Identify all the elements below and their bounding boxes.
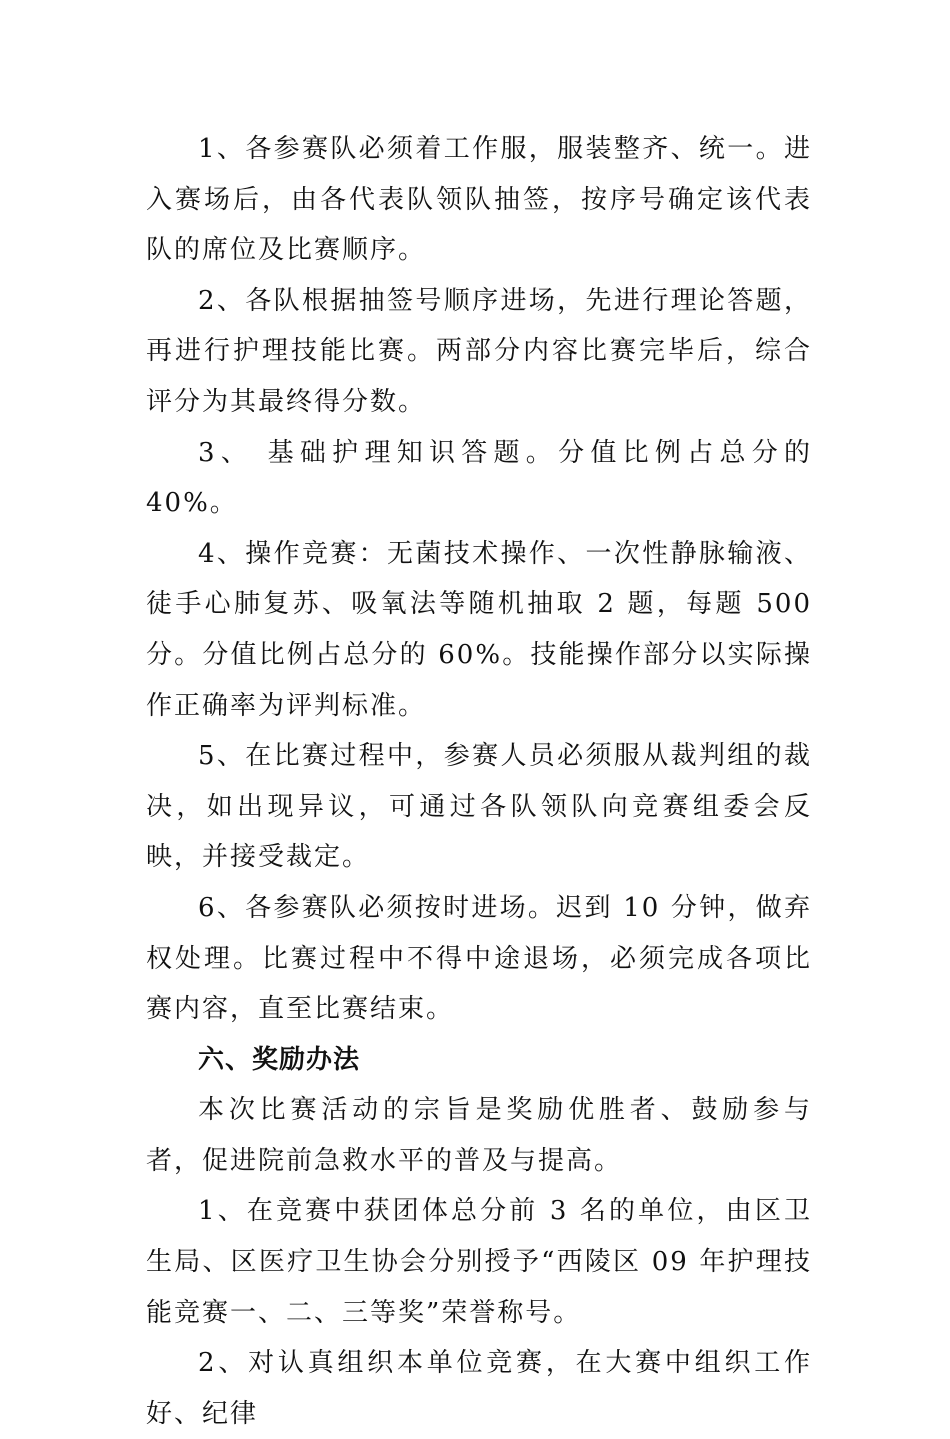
rule-paragraph-1: 1、各参赛队必须着工作服，服装整齐、统一。进入赛场后，由各代表队领队抽签，按序号确定该代表队的席位及比赛顺序。 xyxy=(146,134,812,266)
rule-paragraph-5: 5、在比赛过程中，参赛人员必须服从裁判组的裁决，如出现异议，可通过各队领队向竞赛组委会反映，并接受裁定。 xyxy=(146,741,812,873)
reward-paragraph-2: 2、对认真组织本单位竞赛，在大赛中组织工作好、纪律 xyxy=(146,1348,812,1429)
rule-paragraph-4: 4、操作竞赛：无菌技术操作、一次性静脉输液、 徒手心肺复苏、吸氧法等随机抽取 2 题，每题 500 分。分值比例占总分的 60%。技能操作部分以实际操作正确率为评判标准。 xyxy=(146,538,812,721)
section-heading-rewards: 六、奖励办法 xyxy=(198,1044,361,1075)
rule-paragraph-3: 3、 基础护理知识答题。分值比例占总分的 40%。 xyxy=(146,437,812,519)
rule-paragraph-6: 6、各参赛队必须按时进场。迟到 10 分钟，做弃权处理。比赛过程中不得中途退场，必须完成各项比赛内容，直至比赛结束。 xyxy=(146,892,812,1025)
document-body xyxy=(146,124,812,1439)
reward-intro-paragraph: 本次比赛活动的宗旨是奖励优胜者、鼓励参与者，促进院前急救水平的普及与提高。 xyxy=(146,1095,812,1176)
rule-paragraph-2: 2、各队根据抽签号顺序进场，先进行理论答题，再进行护理技能比赛。两部分内容比赛完毕后，综合评分为其最终得分数。 xyxy=(146,285,812,417)
reward-paragraph-1: 1、在竞赛中获团体总分前 3 名的单位，由区卫生局、区医疗卫生协会分别授予“西陵区 09 年护理技能竞赛一、二、三等奖”荣誉称号。 xyxy=(146,1196,812,1328)
